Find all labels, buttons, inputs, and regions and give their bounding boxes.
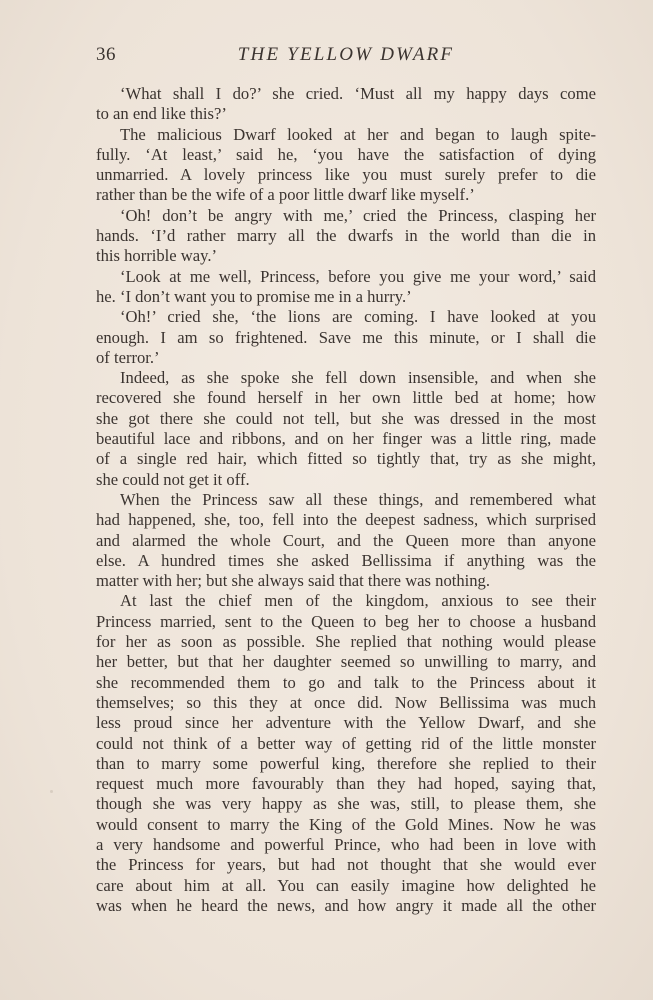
text-line: Indeed, as she spoke she fell down insensible, and when she <box>120 368 596 388</box>
text-line: request much more favourably than they had hoped, saying that, <box>96 774 596 794</box>
text-line: unmarried. A lovely princess like you must surely prefer to die <box>96 165 596 185</box>
text-line: her better, but that her daughter seemed so unwilling to marry, and <box>96 652 596 672</box>
text-line: else. A hundred times she asked Bellissima if anything was the <box>96 550 596 570</box>
text-line: At last the chief men of the kingdom, anxious to see their <box>120 591 596 611</box>
text-line: a very handsome and powerful Prince, who had been in love with <box>96 834 596 854</box>
text-line: she got there she could not tell, but she was dressed in the most <box>96 408 596 428</box>
paper-speck <box>50 790 53 793</box>
running-title: THE YELLOW DWARF <box>237 44 455 65</box>
text-line: ‘Oh!’ cried she, ‘the lions are coming. I have looked at you <box>120 307 596 327</box>
text-line: When the Princess saw all these things, and remembered what <box>120 489 596 509</box>
text-line: she recommended them to go and talk to the Princess about it <box>96 672 596 692</box>
body-text <box>96 84 596 916</box>
text-line: enough. I am so frightened. Save me this minute, or I shall die <box>96 327 596 347</box>
page-header <box>96 44 596 72</box>
text-line: than to marry some powerful king, therefore she replied to their <box>96 753 596 773</box>
text-line: ‘Look at me well, Princess, before you give me your word,’ said <box>120 266 596 286</box>
text-line: and alarmed the whole Court, and the Queen more than anyone <box>96 530 596 550</box>
text-line: The malicious Dwarf looked at her and began to laugh spite- <box>120 124 596 144</box>
text-line: though she was very happy as she was, still, to please them, she <box>96 794 596 814</box>
text-line: of a single red hair, which fitted so tightly that, try as she might, <box>96 449 596 469</box>
text-line: rather than be the wife of a poor little dwarf like myself.’ <box>96 185 475 205</box>
text-line: hands. ‘I’d rather marry all the dwarfs in the world than die in <box>96 226 596 246</box>
text-line: of terror.’ <box>96 347 160 367</box>
text-line: ‘What shall I do?’ she cried. ‘Must all my happy days come <box>120 84 596 103</box>
text-line: to an end like this?’ <box>96 104 227 124</box>
text-line: she could not get it off. <box>96 469 250 489</box>
text-line: for her as soon as possible. She replied that nothing would please <box>96 632 596 652</box>
text-line: matter with her; but she always said that there was nothing. <box>96 571 491 591</box>
text-line: had happened, she, too, fell into the deepest sadness, which surprised <box>96 510 596 530</box>
text-line: fully. ‘At least,’ said he, ‘you have the satisfaction of dying <box>96 144 596 164</box>
text-line: recovered she found herself in her own little bed at home; how <box>96 388 596 408</box>
text-line: would consent to marry the King of the Gold Mines. Now he was <box>96 814 596 834</box>
text-line: beautiful lace and ribbons, and on her finger was a little ring, made <box>96 429 596 449</box>
text-line: could not think of a better way of getting rid of the little monster <box>96 733 596 753</box>
text-line: this horrible way.’ <box>96 246 218 266</box>
text-line: he. ‘I don’t want you to promise me in a hurry.’ <box>96 286 412 306</box>
text-line: themselves; so this they at once did. Now Bellissima was much <box>96 692 596 712</box>
page-number: 36 <box>96 44 116 65</box>
text-line: was when he heard the news, and how angry it made all the other <box>96 895 596 915</box>
text-line: Princess married, sent to the Queen to beg her to choose a husband <box>96 611 596 631</box>
text-line: ‘Oh! don’t be angry with me,’ cried the Princess, clasping her <box>120 205 596 225</box>
text-line: care about him at all. You can easily imagine how delighted he <box>96 875 596 895</box>
text-line: less proud since her adventure with the Yellow Dwarf, and she <box>96 713 596 733</box>
text-line: the Princess for years, but had not thought that she would ever <box>96 855 596 875</box>
